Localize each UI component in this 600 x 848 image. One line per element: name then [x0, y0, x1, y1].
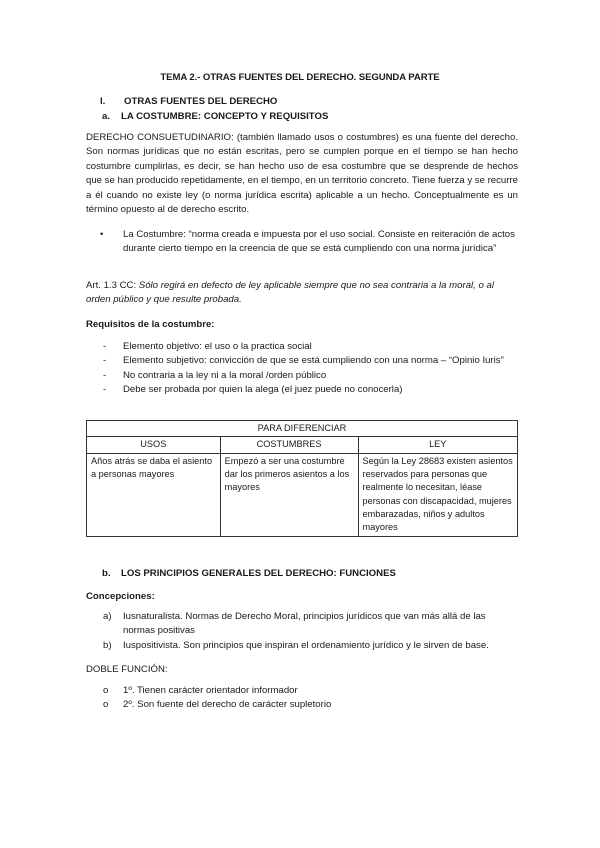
header-ley: LEY	[358, 437, 517, 453]
table-caption-row	[87, 421, 518, 437]
list-item	[100, 354, 520, 368]
circle-mark: o	[103, 699, 109, 711]
comparison-table	[86, 420, 518, 537]
requisitos-heading: Requisitos de la costumbre:	[86, 319, 215, 330]
article-text: Sólo regirá en defecto de ley aplicable siempre que no sea contraria a la moral, o al orden público y que resulte probada.	[86, 280, 494, 306]
concepcion-text: Iuspositivista. Son principios que inspiran el ordenamiento jurídico y le sirven de base.	[123, 639, 489, 651]
document-title: TEMA 2.- OTRAS FUENTES DEL DERECHO. SEGUNDA PARTE	[160, 72, 440, 83]
alpha-mark: a)	[103, 611, 112, 622]
section-a-number: a.	[102, 111, 111, 122]
list-item	[100, 698, 520, 712]
section-b-number: b.	[102, 568, 111, 579]
dash-mark: -	[103, 369, 107, 381]
section-b-label: LOS PRINCIPIOS GENERALES DEL DERECHO: FUNCIONES	[121, 568, 396, 579]
table-row	[87, 453, 518, 536]
dash-mark: -	[103, 341, 107, 352]
list-item	[100, 684, 520, 698]
doble-funcion-list	[100, 684, 520, 713]
doble-funcion-heading: DOBLE FUNCIÓN:	[86, 664, 168, 675]
requisito-text: Debe ser probada por quien la alega (el juez puede no conocerla)	[123, 384, 403, 396]
concepcion-text: Iusnaturalista. Normas de Derecho Moral, principios jurídicos que van más allá de las normas positivas	[123, 611, 486, 637]
requisito-text: Elemento subjetivo: convicción de que se está cumpliendo con una norma – “Opinio Iuris”	[123, 355, 504, 367]
bullet-costumbre-text: La Costumbre: “norma creada e impuesta por el uso social. Consiste en reiteración de actos durante cierto tiempo en la creencia de que se está cumpliendo con una norma jurídica”	[123, 229, 515, 255]
cell-costumbres: Empezó a ser una costumbre dar los primeros asientos a los mayores	[220, 453, 358, 536]
requisitos-list	[100, 340, 520, 398]
cell-ley: Según la Ley 28683 existen asientos reservados para personas que realmente lo necesitan, léase personas con discapacidad, mujeres embarazadas, niños y adultos mayores	[358, 453, 517, 536]
dash-mark: -	[103, 384, 107, 396]
article-quote	[86, 279, 518, 308]
section-a-heading	[102, 110, 328, 124]
list-item	[100, 639, 520, 653]
funcion-text: 2º. Son fuente del derecho de carácter supletorio	[123, 699, 332, 711]
requisito-text: No contraria a la ley ni a la moral /orden público	[123, 369, 327, 381]
section-a-label: LA COSTUMBRE: CONCEPTO Y REQUISITOS	[121, 111, 329, 122]
section-i-label: OTRAS FUENTES DEL DERECHO	[124, 96, 278, 107]
section-b-heading	[102, 567, 396, 581]
list-item	[100, 383, 520, 397]
circle-mark: o	[103, 685, 109, 696]
concepciones-list	[100, 610, 520, 653]
section-i-heading	[100, 95, 277, 109]
list-item	[100, 610, 520, 639]
article-ref: Art. 1.3 CC:	[86, 280, 137, 291]
requisito-text: Elemento objetivo: el uso o la practica social	[123, 341, 312, 352]
intro-paragraph: DERECHO CONSUETUDINARIO: (también llamado usos o costumbres) es una fuente del derecho. Son normas jurídicas que no están escritas, pero se cumplen porque en el tiempo se han hecho costumbre cumplirlas, es decir, se han hecho uso de esa costumbre que se desprende de hechos que se han producido repetidamente, en el tiempo, en un territorio concreto. Tiene fuerza y se recurre a él cuando no existe ley (o norma jurídica escrita) aplicable a un hecho. Conceptualmente es un término opuesto al de derecho escrito.	[86, 132, 518, 215]
table-caption: PARA DIFERENCIAR	[87, 421, 518, 437]
header-costumbres: COSTUMBRES	[220, 437, 358, 453]
table-header-row	[87, 437, 518, 453]
dash-mark: -	[103, 355, 107, 367]
list-item	[100, 340, 520, 354]
bullet-mark: •	[100, 229, 104, 240]
cell-usos: Años atrás se daba el asiento a personas mayores	[87, 453, 221, 536]
concepciones-heading: Concepciones:	[86, 591, 155, 602]
list-item	[100, 369, 520, 383]
alpha-mark: b)	[103, 639, 112, 651]
funcion-text: 1º. Tienen carácter orientador informador	[123, 685, 298, 696]
header-usos: USOS	[87, 437, 221, 453]
section-i-number: I.	[100, 96, 106, 107]
